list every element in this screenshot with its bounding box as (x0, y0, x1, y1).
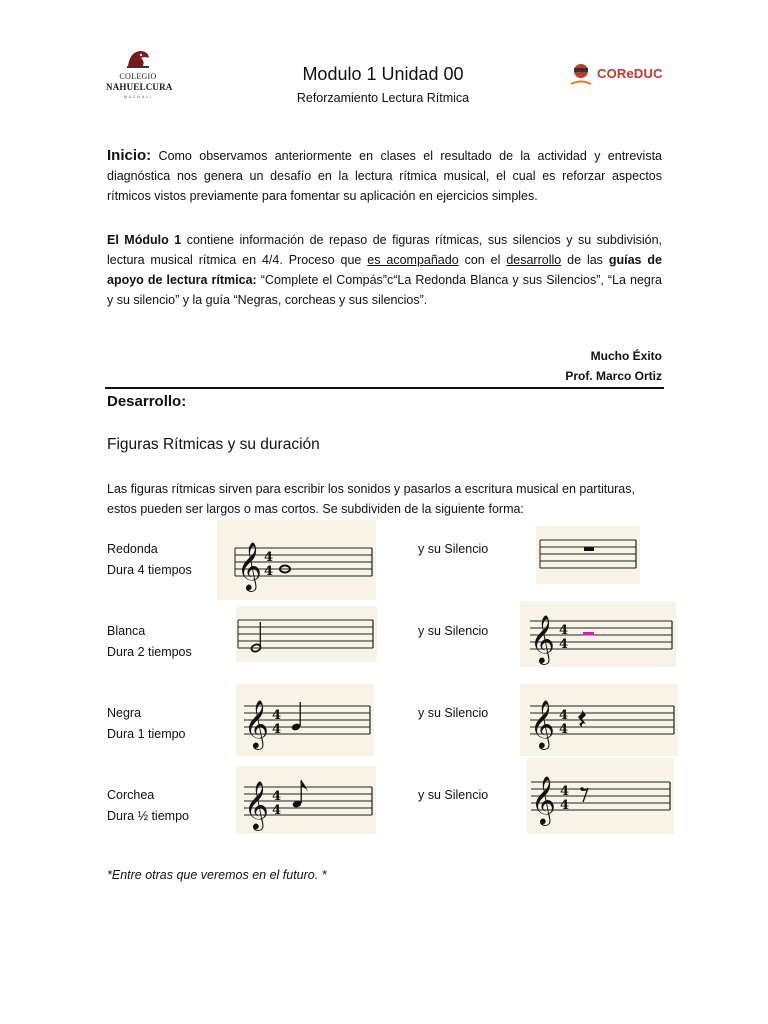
whole-rest-icon (584, 547, 594, 551)
modulo-text-4: “Complete el Compás”c“La Redonda Blanca y sus Silencios”, “La negra y su silencio” y la guía “Negras, corcheas y sus silencios”. (107, 273, 662, 307)
school-logo-line2: NAHUELCURA (106, 82, 173, 92)
svg-text:4: 4 (559, 637, 569, 652)
page-title: Modulo 1 Unidad 00 (302, 64, 464, 84)
figure-duration: Dura 2 tiempos (107, 645, 192, 659)
treble-clef-icon: 𝄞 (531, 775, 556, 824)
half-rest-icon (583, 632, 594, 636)
time-signature: 4 (264, 550, 274, 565)
time-signature: 4 (272, 789, 282, 804)
inicio-paragraph (107, 146, 662, 206)
school-crest-icon (124, 48, 152, 70)
desarrollo-heading: Desarrollo: (107, 393, 187, 410)
treble-clef-icon: 𝄞 (530, 699, 555, 748)
staff-half-note (236, 606, 377, 662)
staff-quarter-rest (520, 684, 678, 756)
staff-eighth-rest (527, 758, 674, 834)
staff-half-rest (520, 601, 676, 667)
time-signature: 4 (272, 708, 282, 723)
figure-name: Blanca (107, 624, 146, 638)
inicio-text: Como observamos anteriormente en clases el resultado de la actividad y entrevista diagnóstica nos genera un desafío en la lectura rítmica musical, el cual es reforzar aspectos rítmicos vistos previamente para fomentar su aplicación en ejercicios simples. (107, 149, 662, 203)
section-divider (105, 387, 664, 389)
staff-eighth-note (236, 766, 376, 834)
section-title: Figuras Rítmicas y su duración (107, 436, 320, 453)
figure-duration: Dura 4 tiempos (107, 563, 192, 577)
footnote: *Entre otras que veremos en el futuro. * (107, 868, 327, 882)
svg-text:4: 4 (272, 722, 282, 737)
coreduc-person-icon (569, 62, 593, 88)
time-signature: 4 (559, 623, 569, 638)
modulo-underline-2: desarrollo (506, 253, 562, 267)
silence-label: y su Silencio (418, 706, 489, 720)
staff-whole-rest (536, 526, 640, 584)
modulo-text-2: con el (458, 253, 507, 267)
modulo-underline-1: es acompañado (367, 253, 459, 267)
figure-name: Corchea (107, 788, 155, 802)
time-signature: 4 (559, 708, 569, 723)
coreduc-logo (567, 52, 663, 102)
signature-line-1: Mucho Éxito (590, 349, 662, 363)
staff-whole-note (217, 520, 376, 600)
svg-text:4: 4 (559, 722, 569, 737)
figure-duration: Dura 1 tiempo (107, 727, 186, 741)
school-logo (106, 48, 173, 104)
modulo-text-3: de las (561, 253, 609, 267)
page-subtitle: Reforzamiento Lectura Rítmica (296, 91, 470, 105)
inicio-label: Inicio: (107, 147, 152, 164)
svg-text:4: 4 (560, 798, 570, 813)
figure-name: Negra (107, 706, 142, 720)
treble-clef-icon: 𝄞 (530, 614, 555, 663)
figure-duration: Dura ½ tiempo (107, 809, 189, 823)
silence-label: y su Silencio (418, 788, 489, 802)
modulo-bold-1: El Módulo 1 (107, 233, 182, 247)
modulo-bold-2: guías de apoyo de lectura rítmica: (107, 253, 662, 287)
modulo-text-1: contiene información de repaso de figuras rítmicas, sus silencios y su subdivisión, lectura musical rítmica en 4/4. Proceso que (107, 233, 662, 267)
treble-clef-icon: 𝄞 (244, 780, 269, 829)
silence-label: y su Silencio (418, 542, 489, 556)
desarrollo-intro: Las figuras rítmicas sirven para escribir los sonidos y pasarlos a escritura musical en partituras, estos pueden ser largos o mas cortos. Se subdividen de la siguiente forma: (107, 482, 635, 516)
coreduc-wordmark: COReDUC (597, 66, 663, 81)
svg-text:4: 4 (264, 564, 274, 579)
treble-clef-icon: 𝄞 (237, 541, 262, 590)
school-logo-line1: COLEGIO (119, 72, 157, 81)
figure-row-negra (107, 703, 186, 745)
figure-row-blanca (107, 621, 192, 663)
school-logo-line3: MACHALI (123, 94, 153, 99)
signature-line-2: Prof. Marco Ortiz (565, 369, 662, 383)
modulo-paragraph (107, 230, 662, 310)
staff-quarter-note (236, 684, 374, 756)
figure-name: Redonda (107, 542, 158, 556)
figure-row-corchea (107, 785, 189, 827)
svg-text:4: 4 (272, 803, 282, 818)
figure-row-redonda (107, 539, 192, 581)
silence-label: y su Silencio (418, 624, 489, 638)
time-signature: 4 (560, 784, 570, 799)
treble-clef-icon: 𝄞 (244, 699, 269, 748)
